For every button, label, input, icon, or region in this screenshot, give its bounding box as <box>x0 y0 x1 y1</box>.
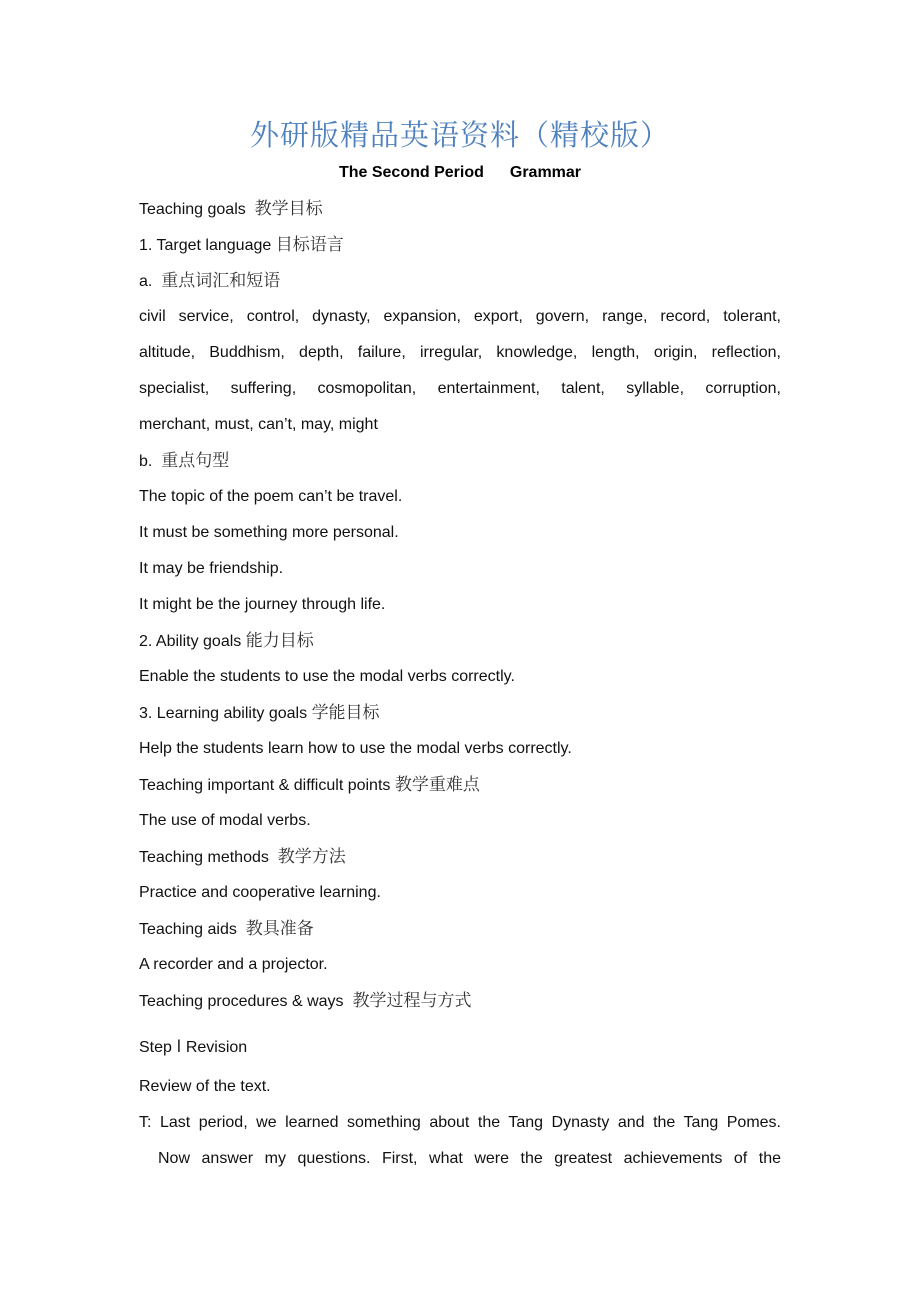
heading-label: 3. Learning ability goals <box>139 705 308 722</box>
procedures-heading <box>139 990 781 1013</box>
teacher-line: T: Last period, we learned something about the Tang Dynasty and the Tang Pomes. <box>139 1114 781 1131</box>
document-subtitle <box>0 162 920 184</box>
heading-label-zh: 目标语言 <box>275 235 344 255</box>
learning-ability-goals-heading <box>139 702 781 725</box>
sentence-line: The topic of the poem can’t be travel. <box>139 488 403 505</box>
heading-label: b. <box>139 453 153 470</box>
heading-label-zh: 教学目标 <box>254 199 323 219</box>
vocab-line: altitude, Buddhism, depth, failure, irregular, knowledge, length, origin, reflection, <box>139 344 781 361</box>
heading-label-zh: 教具准备 <box>245 919 314 939</box>
aids-text: A recorder and a projector. <box>139 956 328 973</box>
important-points-heading <box>139 774 781 797</box>
vocab-heading <box>139 270 781 293</box>
ability-goals-heading <box>139 630 781 653</box>
methods-text: Practice and cooperative learning. <box>139 884 381 901</box>
heading-label: 2. Ability goals <box>139 633 242 650</box>
step-numeral: Ⅰ <box>176 1037 182 1057</box>
heading-label-zh: 教学过程与方式 <box>352 991 472 1011</box>
step-label: Step <box>139 1039 172 1056</box>
heading-label: Teaching goals <box>139 201 246 218</box>
learning-ability-goals-text: Help the students learn how to use the modal verbs correctly. <box>139 740 572 757</box>
sentence-line: It might be the journey through life. <box>139 596 386 613</box>
heading-label: Teaching aids <box>139 921 237 938</box>
aids-heading <box>139 918 781 941</box>
step-1-heading <box>139 1036 781 1059</box>
heading-label: 1. Target language <box>139 237 272 254</box>
document-title: 外研版精品英语资料（精校版） <box>249 118 670 152</box>
heading-label-zh: 重点词汇和短语 <box>161 271 281 291</box>
heading-label-zh: 教学重难点 <box>394 775 480 795</box>
subtitle-topic: Grammar <box>509 164 582 181</box>
important-points-text: The use of modal verbs. <box>139 812 311 829</box>
heading-label-zh: 教学方法 <box>277 847 346 867</box>
heading-label-zh: 重点句型 <box>161 451 230 471</box>
sentences-heading <box>139 450 781 473</box>
teaching-goals-heading <box>139 198 781 221</box>
heading-label: a. <box>139 273 153 290</box>
teacher-line-continued: Now answer my questions. First, what were the greatest achievements of the <box>158 1150 781 1167</box>
ability-goals-text: Enable the students to use the modal verbs correctly. <box>139 668 515 685</box>
step-1-intro: Review of the text. <box>139 1078 271 1095</box>
heading-label-zh: 能力目标 <box>245 631 314 651</box>
methods-heading <box>139 846 781 869</box>
step-title: Revision <box>185 1039 248 1056</box>
heading-label: Teaching methods <box>139 849 269 866</box>
sentence-line: It may be friendship. <box>139 560 284 577</box>
heading-label: Teaching procedures & ways <box>139 993 344 1010</box>
vocab-line: civil service, control, dynasty, expansion, export, govern, range, record, tolerant, <box>139 308 781 325</box>
subtitle-period: The Second Period <box>338 164 484 181</box>
heading-label-zh: 学能目标 <box>311 703 380 723</box>
vocab-line: specialist, suffering, cosmopolitan, entertainment, talent, syllable, corruption, <box>139 380 781 397</box>
target-language-heading <box>139 234 781 257</box>
sentence-line: It must be something more personal. <box>139 524 399 541</box>
heading-label: Teaching important & difficult points <box>139 777 391 794</box>
vocab-line: merchant, must, can’t, may, might <box>139 416 378 433</box>
